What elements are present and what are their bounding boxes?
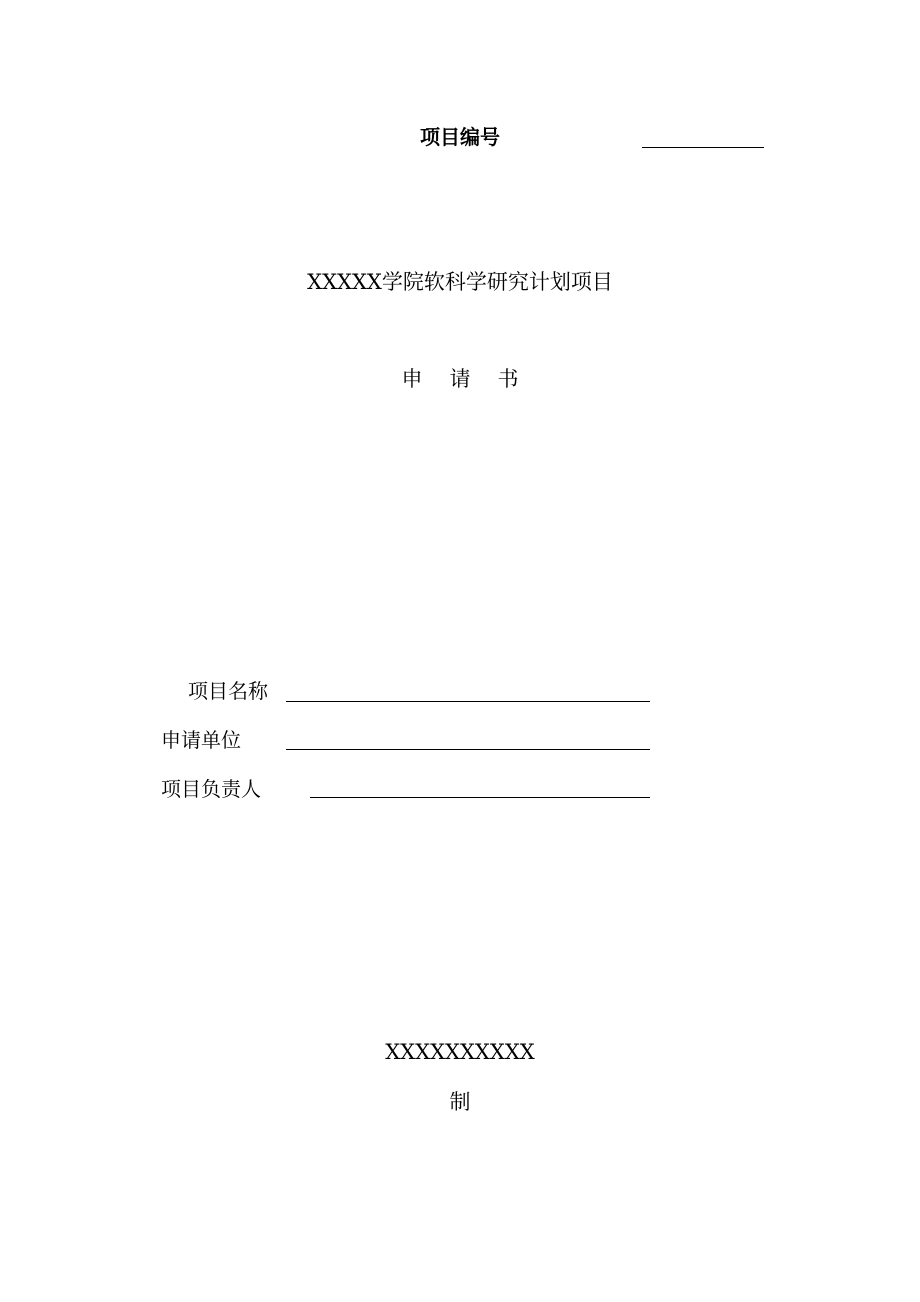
project-leader-blank — [310, 797, 650, 798]
document-title: XXXXX学院软科学研究计划项目 — [307, 270, 613, 294]
project-number-blank — [642, 147, 764, 148]
project-name-blank — [286, 701, 650, 702]
issuer-suffix: 制 — [449, 1090, 471, 1114]
project-leader-label: 项目负责人 — [161, 777, 261, 801]
project-name-label: 项目名称 — [188, 679, 268, 703]
issuer-name: XXXXXXXXXX — [385, 1040, 535, 1064]
applicant-unit-label: 申请单位 — [161, 728, 241, 752]
project-number-label: 项目编号 — [420, 125, 500, 149]
document-subtitle: 申请书 — [401, 367, 546, 391]
applicant-unit-blank — [286, 749, 650, 750]
